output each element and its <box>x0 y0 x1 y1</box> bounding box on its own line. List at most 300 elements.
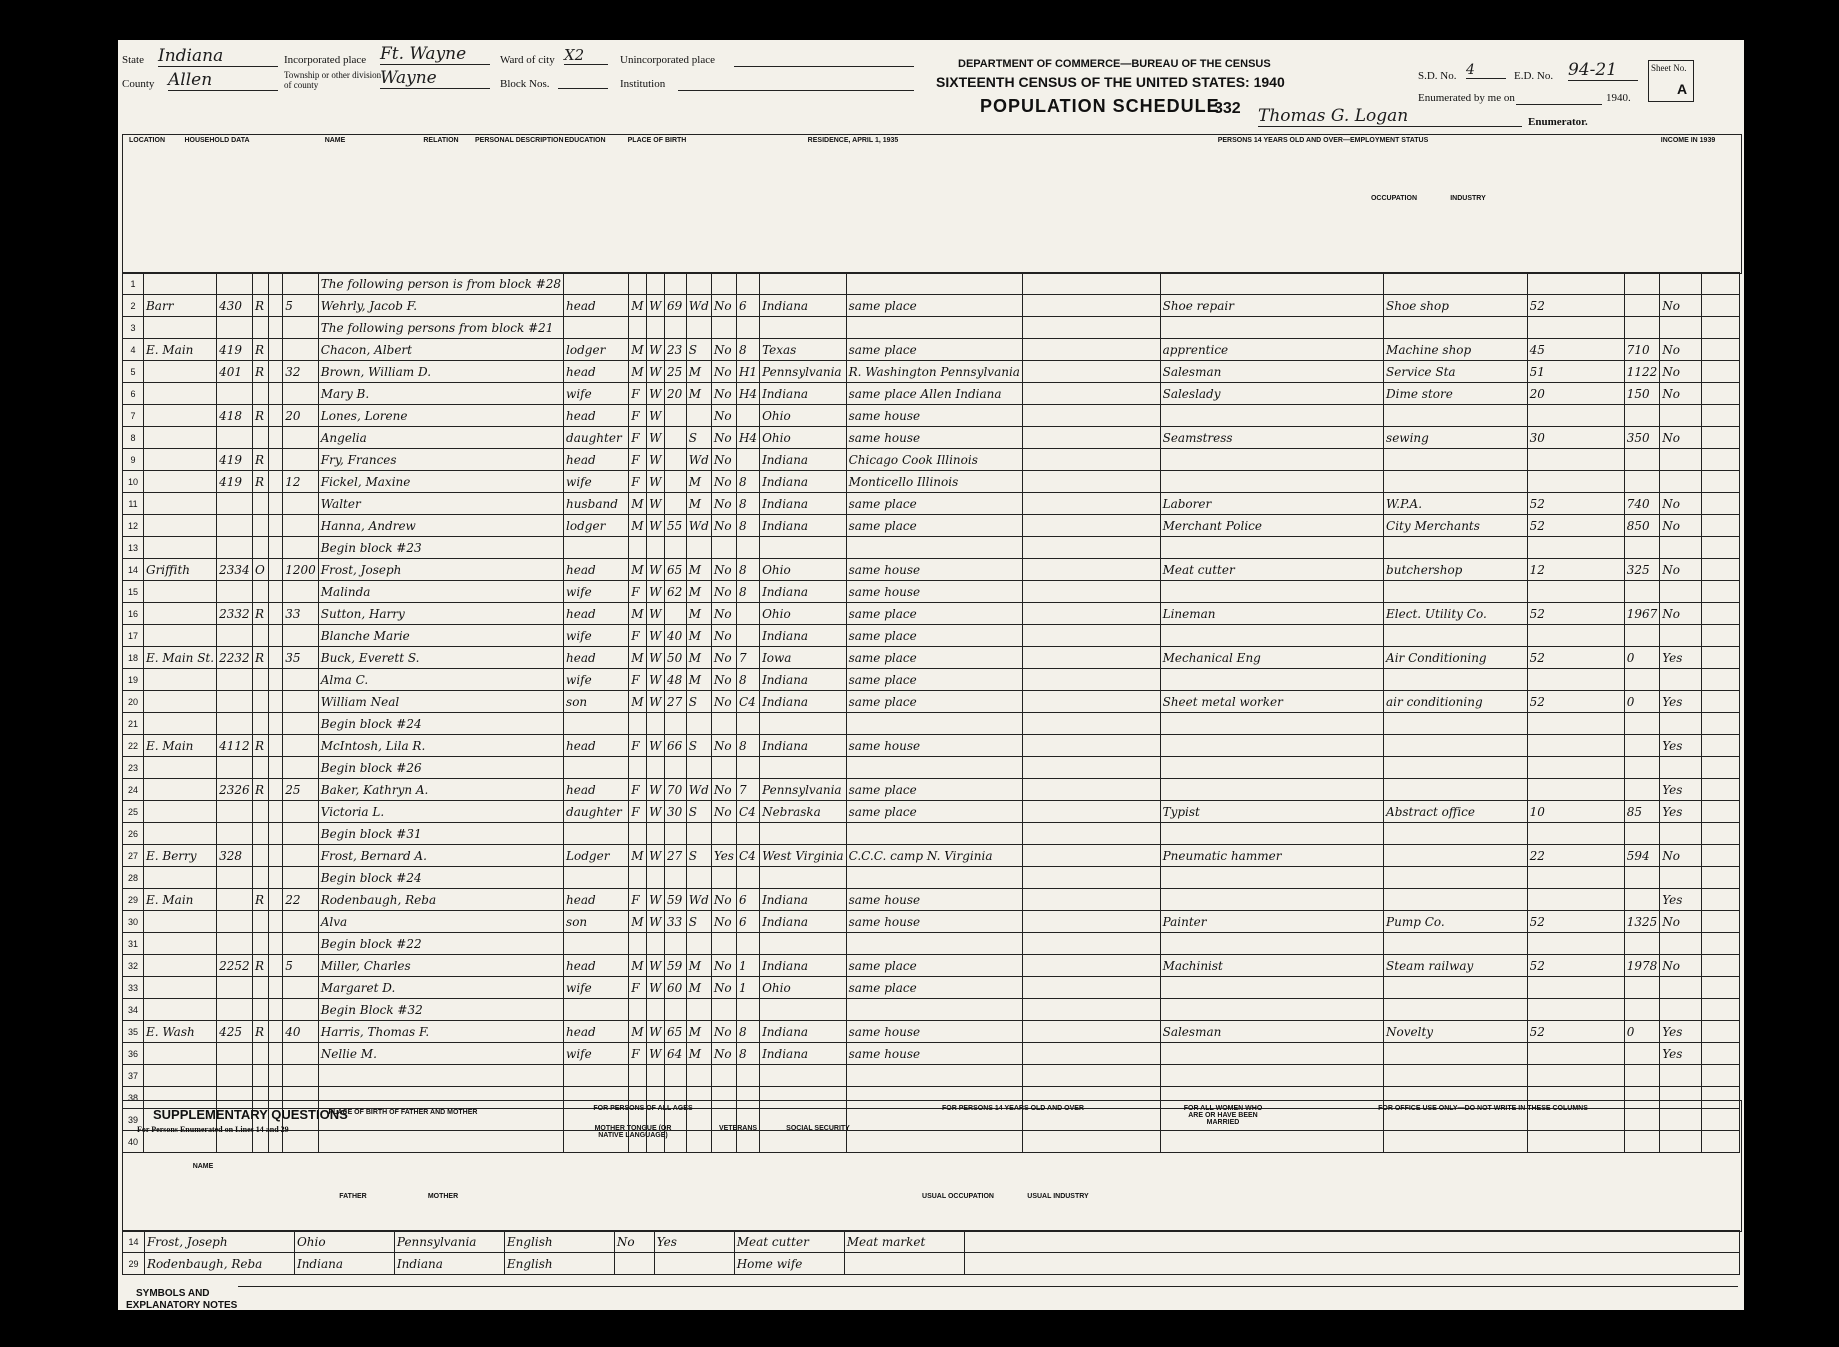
cell-ms: S <box>686 845 711 867</box>
cell-res <box>846 1065 1022 1087</box>
cell-ind <box>1384 889 1528 911</box>
cell-sex: F <box>629 977 647 999</box>
cell-occ <box>1160 581 1383 603</box>
population-table <box>122 272 1740 1153</box>
cell-grade <box>736 823 759 845</box>
cell-birth: Indiana <box>760 295 847 317</box>
cell-race <box>647 867 665 889</box>
cell-oth: No <box>1660 383 1701 405</box>
cell-blank <box>1701 911 1740 933</box>
supp-cell-tongue: English <box>504 1253 614 1275</box>
cell-occ: Seamstress <box>1160 427 1383 449</box>
cell-sch <box>711 537 736 559</box>
cell-name: Blanche Marie <box>318 625 563 647</box>
cell-sch <box>711 757 736 779</box>
cell-res: Chicago Cook Illinois <box>846 449 1022 471</box>
cell-sch: No <box>711 361 736 383</box>
cell-sch: No <box>711 647 736 669</box>
cell-value <box>283 823 319 845</box>
cell-sch: No <box>711 493 736 515</box>
cell-race: W <box>647 581 665 603</box>
cell-oth: Yes <box>1660 647 1701 669</box>
cell-ms: M <box>686 647 711 669</box>
cell-wage <box>1624 669 1660 691</box>
cell-sch: No <box>711 1021 736 1043</box>
cell-street: E. Wash <box>143 1021 216 1043</box>
cell-street <box>143 1043 216 1065</box>
township-label: Township or other division of county <box>284 70 382 90</box>
cell-birth <box>760 823 847 845</box>
cell-ms <box>686 405 711 427</box>
cell-ms <box>686 1065 711 1087</box>
cell-wk <box>1527 999 1624 1021</box>
cell-occ <box>1160 449 1383 471</box>
cell-num <box>268 273 282 295</box>
cell-wk <box>1527 1043 1624 1065</box>
cell-wk: 10 <box>1527 801 1624 823</box>
cell-grade: 1 <box>736 955 759 977</box>
cell-ind: Service Sta <box>1384 361 1528 383</box>
cell-oth: No <box>1660 603 1701 625</box>
cell-rel: head <box>564 295 629 317</box>
cell-house: 401 <box>217 361 253 383</box>
cell-house: 4112 <box>217 735 253 757</box>
cell-birth <box>760 867 847 889</box>
cell-sch: No <box>711 449 736 471</box>
cell-blank <box>1701 537 1740 559</box>
cell-own <box>252 911 268 933</box>
cell-ind: air conditioning <box>1384 691 1528 713</box>
cell-ms: S <box>686 427 711 449</box>
cell-oth <box>1660 999 1701 1021</box>
cell-grade <box>736 449 759 471</box>
supp-header-usual-occ: USUAL OCCUPATION <box>922 1193 994 1200</box>
cell-house <box>217 1065 253 1087</box>
county-label: County <box>122 78 155 90</box>
supp-header-name: NAME <box>192 1163 214 1170</box>
cell-age <box>665 449 687 471</box>
cell-name: Alma C. <box>318 669 563 691</box>
cell-birth: Texas <box>760 339 847 361</box>
cell-blank <box>1701 317 1740 339</box>
cell-wk: 52 <box>1527 647 1624 669</box>
cell-num <box>268 1043 282 1065</box>
cell-own: O <box>252 559 268 581</box>
table-row <box>123 867 1740 889</box>
cell-value: 35 <box>283 647 319 669</box>
block-label: Block Nos. <box>500 78 550 90</box>
cell-house <box>217 999 253 1021</box>
cell-rel: head <box>564 647 629 669</box>
cell-wage: 1978 <box>1624 955 1660 977</box>
ward-value: X2 <box>564 46 608 65</box>
cell-birth: West Virginia <box>760 845 847 867</box>
line-number: 35 <box>123 1021 144 1043</box>
cell-sex: M <box>629 493 647 515</box>
table-row <box>123 1021 1740 1043</box>
cell-ms <box>686 823 711 845</box>
cell-value <box>283 867 319 889</box>
supplementary-table <box>122 1230 1740 1275</box>
cell-sch: No <box>711 691 736 713</box>
cell-res: same place <box>846 295 1022 317</box>
cell-rel: lodger <box>564 515 629 537</box>
cell-oth: Yes <box>1660 779 1701 801</box>
cell-house: 2232 <box>217 647 253 669</box>
cell-oth <box>1660 713 1701 735</box>
cell-sex: F <box>629 625 647 647</box>
cell-num <box>268 669 282 691</box>
cell-value <box>283 427 319 449</box>
cell-wk: 52 <box>1527 691 1624 713</box>
table-row <box>123 1065 1740 1087</box>
cell-own: R <box>252 361 268 383</box>
table-row <box>123 735 1740 757</box>
cell-grade: 8 <box>736 581 759 603</box>
cell-street <box>143 691 216 713</box>
line-number: 16 <box>123 603 144 625</box>
cell-ms: Wd <box>686 295 711 317</box>
supp-header-office: FOR OFFICE USE ONLY—DO NOT WRITE IN THESE COLUMNS <box>1378 1105 1588 1112</box>
cell-ind <box>1384 273 1528 295</box>
township-value: Wayne <box>380 68 490 89</box>
cell-wage <box>1624 449 1660 471</box>
cell-street <box>143 801 216 823</box>
cell-wage: 325 <box>1624 559 1660 581</box>
cell-birth: Indiana <box>760 955 847 977</box>
table-row <box>123 361 1740 383</box>
cell-street <box>143 779 216 801</box>
cell-value <box>283 625 319 647</box>
cell-res: same place <box>846 647 1022 669</box>
cell-sch: No <box>711 603 736 625</box>
cell-sch: No <box>711 1043 736 1065</box>
cell-sch: No <box>711 735 736 757</box>
cell-rel <box>564 823 629 845</box>
cell-occ <box>1160 933 1383 955</box>
cell-grade <box>736 867 759 889</box>
cell-street <box>143 361 216 383</box>
table-row <box>123 339 1740 361</box>
cell-ind: Dime store <box>1384 383 1528 405</box>
cell-street <box>143 1065 216 1087</box>
cell-grade: H1 <box>736 361 759 383</box>
cell-num <box>268 1021 282 1043</box>
line-number: 5 <box>123 361 144 383</box>
cell-num <box>268 581 282 603</box>
cell-wage: 850 <box>1624 515 1660 537</box>
cell-own <box>252 933 268 955</box>
cell-street <box>143 383 216 405</box>
table-row <box>123 801 1740 823</box>
cell-oth: No <box>1660 955 1701 977</box>
cell-birth: Indiana <box>760 493 847 515</box>
cell-age: 65 <box>665 559 687 581</box>
supp-cell-tongue: English <box>504 1231 614 1253</box>
cell-num <box>268 955 282 977</box>
cell-value: 25 <box>283 779 319 801</box>
cell-ind <box>1384 625 1528 647</box>
cell-res: same place <box>846 801 1022 823</box>
line-number: 28 <box>123 867 144 889</box>
cell-street <box>143 537 216 559</box>
cell-birth: Indiana <box>760 735 847 757</box>
cell-wage: 1325 <box>1624 911 1660 933</box>
cell-age: 59 <box>665 889 687 911</box>
supp-header-tongue: MOTHER TONGUE (OR NATIVE LANGUAGE) <box>594 1125 672 1139</box>
cell-occ: Mechanical Eng <box>1160 647 1383 669</box>
cell-ms: M <box>686 955 711 977</box>
cell-blank <box>1022 889 1160 911</box>
cell-blank <box>1701 493 1740 515</box>
cell-wk <box>1527 779 1624 801</box>
cell-sex: M <box>629 691 647 713</box>
section-location: LOCATION <box>128 137 166 144</box>
cell-house: 419 <box>217 471 253 493</box>
cell-race: W <box>647 339 665 361</box>
cell-blank <box>1701 603 1740 625</box>
cell-grade: 8 <box>736 559 759 581</box>
cell-race: W <box>647 295 665 317</box>
cell-name: Begin block #22 <box>318 933 563 955</box>
cell-own <box>252 317 268 339</box>
cell-res <box>846 867 1022 889</box>
cell-ind: sewing <box>1384 427 1528 449</box>
cell-street: E. Main <box>143 889 216 911</box>
cell-blank <box>1701 1043 1740 1065</box>
cell-ms <box>686 537 711 559</box>
cell-street <box>143 317 216 339</box>
cell-res <box>846 713 1022 735</box>
cell-street: Barr <box>143 295 216 317</box>
cell-sex: M <box>629 647 647 669</box>
footer-symbols: SYMBOLS AND <box>136 1288 210 1299</box>
cell-value <box>283 911 319 933</box>
cell-blank <box>1701 1065 1740 1087</box>
cell-sch: No <box>711 625 736 647</box>
cell-res <box>846 999 1022 1021</box>
cell-wk: 52 <box>1527 1021 1624 1043</box>
cell-wage <box>1624 1065 1660 1087</box>
cell-own: R <box>252 405 268 427</box>
cell-house <box>217 581 253 603</box>
cell-own: R <box>252 779 268 801</box>
cell-grade: 6 <box>736 911 759 933</box>
cell-birth: Ohio <box>760 603 847 625</box>
line-number: 1 <box>123 273 144 295</box>
cell-sex: F <box>629 779 647 801</box>
cell-num <box>268 845 282 867</box>
cell-grade: 8 <box>736 493 759 515</box>
ed-label: E.D. No. <box>1514 70 1554 82</box>
cell-street <box>143 823 216 845</box>
cell-blank <box>1022 801 1160 823</box>
cell-sex: F <box>629 383 647 405</box>
cell-num <box>268 559 282 581</box>
cell-name: Harris, Thomas F. <box>318 1021 563 1043</box>
cell-ind: Pump Co. <box>1384 911 1528 933</box>
cell-oth <box>1660 405 1701 427</box>
line-number: 21 <box>123 713 144 735</box>
cell-ms: Wd <box>686 889 711 911</box>
cell-ind: Novelty <box>1384 1021 1528 1043</box>
cell-street <box>143 405 216 427</box>
cell-house <box>217 823 253 845</box>
cell-rel: head <box>564 735 629 757</box>
cell-house: 418 <box>217 405 253 427</box>
cell-blank <box>1701 669 1740 691</box>
cell-street: E. Main <box>143 339 216 361</box>
cell-value <box>283 999 319 1021</box>
column-header-band <box>122 134 1742 274</box>
cell-oth: Yes <box>1660 889 1701 911</box>
cell-oth <box>1660 317 1701 339</box>
cell-name: Angelia <box>318 427 563 449</box>
cell-wage <box>1624 757 1660 779</box>
table-row <box>123 845 1740 867</box>
cell-grade <box>736 713 759 735</box>
cell-race: W <box>647 911 665 933</box>
cell-wk: 52 <box>1527 911 1624 933</box>
line-number: 31 <box>123 933 144 955</box>
cell-race: W <box>647 361 665 383</box>
section-birth: PLACE OF BIRTH <box>627 137 687 144</box>
cell-sex <box>629 999 647 1021</box>
cell-own <box>252 713 268 735</box>
cell-name: Malinda <box>318 581 563 603</box>
cell-rel: wife <box>564 625 629 647</box>
cell-sex: F <box>629 405 647 427</box>
table-row <box>123 493 1740 515</box>
cell-sex: F <box>629 889 647 911</box>
cell-occ: Painter <box>1160 911 1383 933</box>
cell-ms <box>686 317 711 339</box>
cell-grade: 7 <box>736 779 759 801</box>
cell-street <box>143 273 216 295</box>
cell-street: E. Berry <box>143 845 216 867</box>
table-row <box>123 823 1740 845</box>
cell-blank <box>1701 339 1740 361</box>
cell-ms: Wd <box>686 515 711 537</box>
cell-name: The following persons from block #21 <box>318 317 563 339</box>
cell-grade: C4 <box>736 691 759 713</box>
cell-num <box>268 779 282 801</box>
cell-street <box>143 933 216 955</box>
supp-cell-father: Ohio <box>294 1231 394 1253</box>
cell-res: same house <box>846 559 1022 581</box>
cell-blank <box>1022 471 1160 493</box>
cell-wage <box>1624 999 1660 1021</box>
cell-oth: Yes <box>1660 735 1701 757</box>
table-row <box>123 427 1740 449</box>
cell-num <box>268 735 282 757</box>
cell-wk: 20 <box>1527 383 1624 405</box>
cell-occ: Salesman <box>1160 1021 1383 1043</box>
cell-sch: No <box>711 889 736 911</box>
cell-blank <box>1022 999 1160 1021</box>
cell-occ: Typist <box>1160 801 1383 823</box>
cell-occ: Saleslady <box>1160 383 1383 405</box>
cell-house <box>217 273 253 295</box>
cell-res: same house <box>846 581 1022 603</box>
cell-num <box>268 691 282 713</box>
cell-rel: head <box>564 779 629 801</box>
section-name: NAME <box>324 137 346 144</box>
cell-street <box>143 867 216 889</box>
cell-blank <box>1701 581 1740 603</box>
cell-res: same place <box>846 669 1022 691</box>
cell-own <box>252 273 268 295</box>
footer-rule <box>238 1286 1738 1307</box>
cell-blank <box>1022 845 1160 867</box>
cell-wk <box>1527 757 1624 779</box>
supp-row <box>123 1253 1740 1275</box>
cell-blank <box>1022 405 1160 427</box>
cell-sch <box>711 1065 736 1087</box>
cell-street <box>143 955 216 977</box>
line-number: 39 <box>123 1109 144 1131</box>
cell-own: R <box>252 1021 268 1043</box>
cell-name <box>318 1065 563 1087</box>
cell-house <box>217 1043 253 1065</box>
schedule-title: POPULATION SCHEDULE <box>980 96 1220 116</box>
line-number: 36 <box>123 1043 144 1065</box>
cell-ms <box>686 867 711 889</box>
cell-age <box>665 537 687 559</box>
cell-num <box>268 867 282 889</box>
cell-birth: Pennsylvania <box>760 779 847 801</box>
cell-name: Victoria L. <box>318 801 563 823</box>
ward-label: Ward of city <box>500 54 555 66</box>
cell-house <box>217 867 253 889</box>
cell-res: same place <box>846 955 1022 977</box>
cell-grade <box>736 603 759 625</box>
cell-sch: Yes <box>711 845 736 867</box>
cell-sex: M <box>629 603 647 625</box>
cell-house <box>217 493 253 515</box>
cell-age: 50 <box>665 647 687 669</box>
cell-occ <box>1160 713 1383 735</box>
cell-blank <box>1022 1021 1160 1043</box>
supp-header-14: FOR PERSONS 14 YEARS OLD AND OVER <box>942 1105 1084 1112</box>
cell-own <box>252 669 268 691</box>
supp-cell-name: Frost, Joseph <box>144 1231 294 1253</box>
supp-cell-vet <box>614 1253 654 1275</box>
cell-race <box>647 999 665 1021</box>
cell-wk <box>1527 581 1624 603</box>
cell-age: 48 <box>665 669 687 691</box>
cell-rel: Lodger <box>564 845 629 867</box>
cell-street: Griffith <box>143 559 216 581</box>
cell-grade <box>736 1065 759 1087</box>
cell-birth: Indiana <box>760 1043 847 1065</box>
cell-house: 328 <box>217 845 253 867</box>
cell-ms: S <box>686 801 711 823</box>
cell-blank <box>1701 625 1740 647</box>
cell-name: Fickel, Maxine <box>318 471 563 493</box>
cell-ind <box>1384 999 1528 1021</box>
cell-wk <box>1527 713 1624 735</box>
cell-street <box>143 493 216 515</box>
cell-wage <box>1624 867 1660 889</box>
section-employment: PERSONS 14 YEARS OLD AND OVER—EMPLOYMENT STATUS <box>1217 137 1429 144</box>
cell-res: same place <box>846 977 1022 999</box>
cell-age <box>665 603 687 625</box>
cell-occ <box>1160 889 1383 911</box>
section-household: HOUSEHOLD DATA <box>184 137 250 144</box>
cell-ind <box>1384 581 1528 603</box>
cell-sex: F <box>629 735 647 757</box>
